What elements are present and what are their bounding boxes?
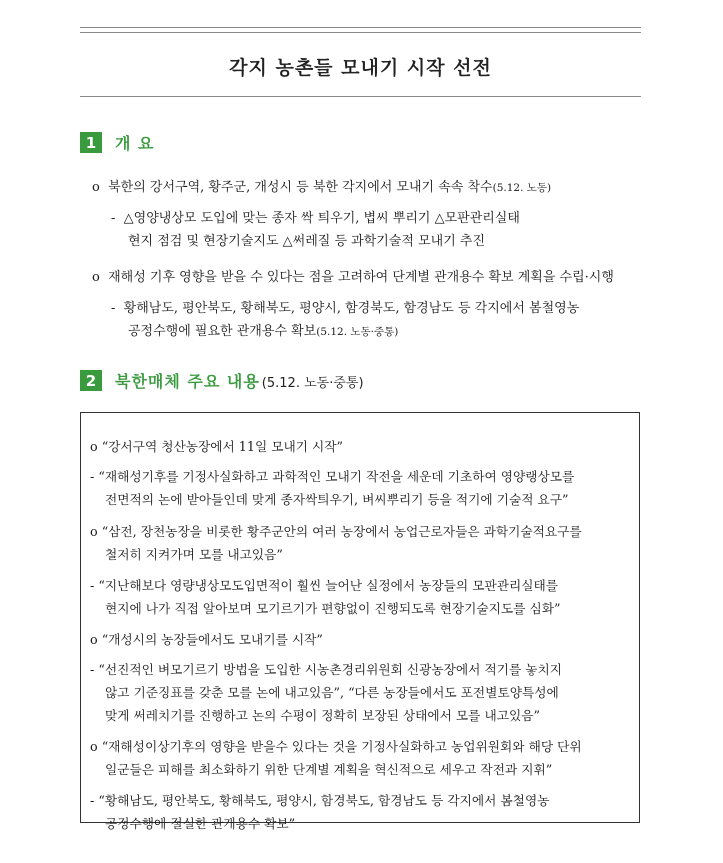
bullet-text: 북한의 강서구역, 황주군, 개성시 등 북한 각지에서 모내기 속속 착수 [108,180,493,195]
page-title: 각지 농촌들 모내기 시작 선전 [229,57,492,79]
top-double-rule-lower [80,32,641,33]
box-item-8 [90,789,549,812]
section-2-source-note: (5.12. 노동·중통) [261,376,364,391]
bullet-marker: o [92,270,100,285]
s1-dash-1 [111,207,520,230]
quote-line: “선진적인 벼모기르기 방법을 도입한 시농촌경리위원회 신광농장에서 적기를 놓치지 [98,662,563,677]
bullet-text: 재해성 기후 영향을 받을 수 있다는 점을 고려하여 단계별 관개용수 확보 계획을 수립·시행 [108,270,614,285]
media-quotes-box [80,412,640,831]
box-item-6-cont-2: 맞게 써레치기를 진행하고 논의 수평이 정확히 보장된 상태에서 모를 내고있음” [105,708,540,723]
dash-marker: - [90,662,95,677]
section-2-number-badge: 2 [80,370,102,391]
dash-line-2: 공정수행에 필요한 관개용수 확보 [128,324,317,339]
s1-bullet-1 [92,176,551,200]
box-item-7 [90,735,582,758]
box-item-7-cont: 일군들은 피해를 최소화하기 위한 단계별 계획을 혁신적으로 세우고 작전과 지휘” [105,762,553,777]
section-1-header [80,131,154,154]
dash-marker: - [111,211,116,226]
bullet-marker: o [90,524,98,539]
section-2-title [115,369,364,392]
quote-line: “재해성기후를 기정사실화하고 과학적인 모내기 작전을 세운데 기초하여 영양랭상모를 [98,469,575,484]
dash-line-1: 황해남도, 평안북도, 황해북도, 평양시, 함경북도, 함경남도 등 각지에서 봄철영농 [123,301,580,316]
s1-dash-2-cont [128,320,398,344]
section-2-header [80,369,364,392]
quote-line: “강서구역 청산농장에서 11일 모내기 시작” [101,439,344,454]
dash-line-1: △영양냉상모 도입에 맞는 종자 싹 틔우기, 볍씨 뿌리기 △모판관리실태 [123,211,520,226]
quote-line: “개성시의 농장들에서도 모내기를 시작” [101,632,323,647]
box-item-2 [90,465,574,488]
s1-bullet-2 [92,266,614,289]
s1-dash-1-cont: 현지 점검 및 현장기술지도 △써레질 등 과학기술적 모내기 추진 [128,234,486,249]
box-item-4-cont: 현지에 나가 직접 알아보며 모기르기가 편향없이 진행되도록 현장기술지도를 심화” [105,601,561,616]
bullet-marker: o [90,739,98,754]
box-item-6-cont-1: 않고 기준징표를 갖춘 모를 논에 내고있음”, “다른 농장들에서도 포전별토양특성에 [105,685,559,700]
section-2-title-text: 북한매체 주요 내용 [115,372,260,391]
section-1-number-badge: 1 [80,132,102,153]
quote-line: “황해남도, 평안북도, 황해북도, 평양시, 함경북도, 함경남도 등 각지에서 봄철영농 [98,793,550,808]
quote-line: “삼전, 장천농장을 비롯한 황주군안의 여러 농장에서 농업근로자들은 과학기술적요구를 [101,524,582,539]
dash-marker: - [90,793,95,808]
dash-marker: - [90,469,95,484]
box-item-2-cont: 전면적의 논에 받아들인데 맞게 종자싹틔우기, 벼씨뿌리기 등을 적기에 기술적 요구” [105,492,569,507]
top-double-rule-upper [80,27,641,28]
box-item-6 [90,658,562,681]
source-note: (5.12. 노동·중통) [316,326,399,338]
quote-line: “재해성이상기후의 영향을 받을수 있다는 것을 기정사실화하고 농업위원회와 해당 단위 [101,739,582,754]
bullet-marker: o [90,632,98,647]
section-1-title: 개 요 [115,134,155,153]
box-item-5 [90,628,323,651]
dash-marker: - [111,301,116,316]
box-item-3 [90,520,582,543]
s1-dash-2 [111,297,579,320]
box-item-1 [90,435,343,458]
quote-line: “지난해보다 영량냉상모도입면적이 훨씬 늘어난 실정에서 농장들의 모판관리실태를 [98,578,558,593]
box-item-8-cont: 공정수행에 절실한 관개용수 확보” [105,816,296,831]
source-note: (5.12. 노동) [492,182,552,194]
box-item-3-cont: 철저히 지켜가며 모를 내고있음” [105,547,283,562]
title-bottom-rule [80,96,641,97]
bullet-marker: o [90,439,98,454]
dash-marker: - [90,578,95,593]
box-item-4 [90,574,558,597]
bullet-marker: o [92,180,100,195]
